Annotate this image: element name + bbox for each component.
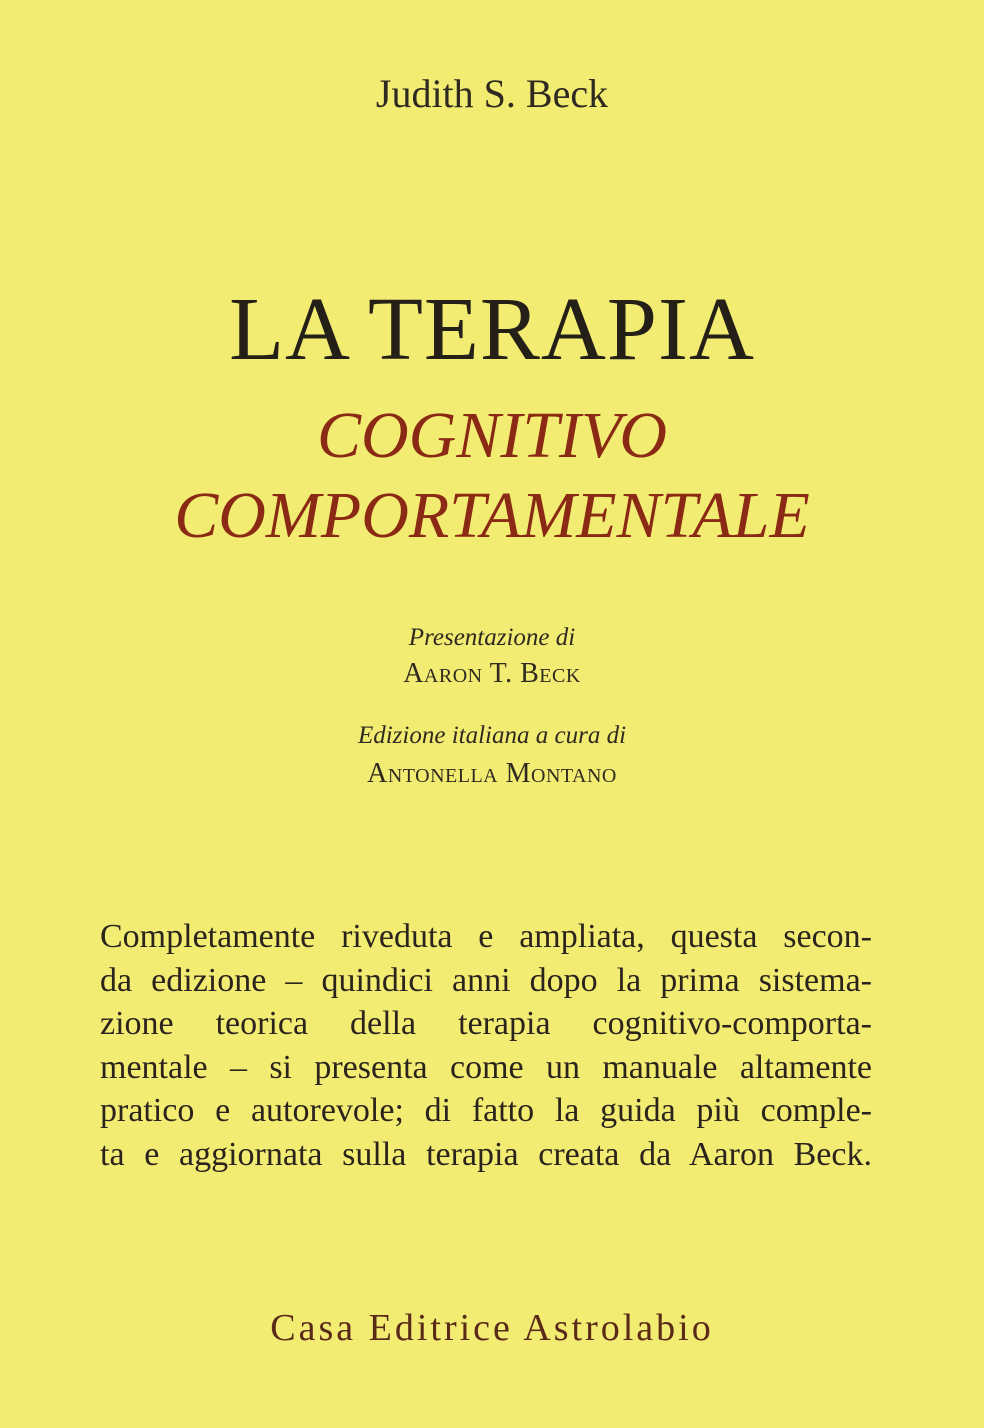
title-sub-line2: COMPORTAMENTALE: [174, 479, 810, 552]
title-sub-line1: COGNITIVO: [316, 399, 668, 472]
title-main: LA TERAPIA: [229, 280, 755, 379]
blurb-text: [100, 915, 872, 1176]
publisher-name: Casa Editrice Astrolabio: [270, 1307, 714, 1349]
blurb-line: mentale – si presenta come un manuale altamente: [100, 1048, 872, 1086]
blurb-line: da edizione – quindici anni dopo la prima sistema-: [100, 961, 872, 999]
blurb-line: Completamente riveduta e ampliata, questa secon-: [100, 918, 872, 955]
presentation-label: Presentazione di: [408, 624, 576, 651]
blurb-line: pratico e autorevole; di fatto la guida più comple-: [100, 1092, 872, 1129]
edition-name: Antonella Montano: [367, 758, 617, 789]
edition-label: Edizione italiana a cura di: [357, 722, 627, 749]
author-name: Judith S. Beck: [375, 71, 609, 116]
blurb-line: ta e aggiornata sulla terapia creata da Aaron Beck.: [100, 1135, 872, 1173]
blurb-line: zione teorica della terapia cognitivo-comporta-: [100, 1005, 872, 1042]
presentation-name: Aaron T. Beck: [403, 658, 581, 689]
